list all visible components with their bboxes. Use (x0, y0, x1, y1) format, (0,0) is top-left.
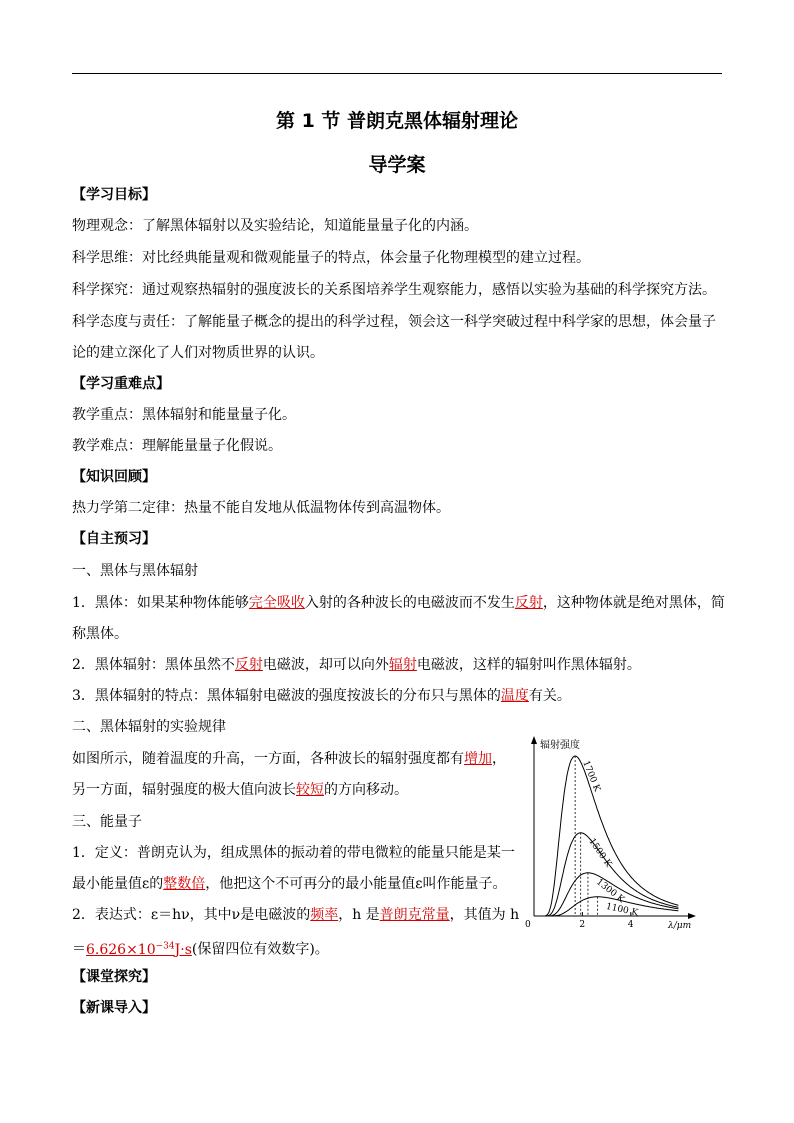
origin-label: 0 (525, 920, 531, 930)
objective-line: 科学探究：通过观察热辐射的强度波长的关系图培养学生观察能力，感悟以实验为基础的科学探究方法。 (72, 282, 716, 298)
y-axis-arrow (531, 736, 537, 744)
objective-line: 物理观念：了解黑体辐射以及实验结论，知道能量量子化的内涵。 (72, 218, 478, 234)
answer-blank: 普朗克常量 (379, 907, 450, 923)
series-label: 1100 K (605, 901, 639, 919)
paragraph-line: 最小能量值ε的整数倍，他把这个不可再分的最小能量值ε叫作能量子。 (72, 876, 507, 892)
blackbody-radiation-chart (520, 728, 700, 933)
x-tick-label: 2 (579, 920, 586, 930)
x-axis-arrow (688, 913, 696, 919)
answer-blank: 辐射 (388, 657, 417, 673)
series-label: 1300 K (594, 877, 626, 906)
paragraph-line: $=6.626\times 10^{-34}J\cdot s$(保留四位有效数字)。 (72, 941, 329, 958)
answer-blank: 频率 (310, 907, 339, 923)
objective-line: 科学思维：对比经典能量观和微观能量子的特点，体会量子化物理模型的建立过程。 (72, 250, 590, 266)
paragraph-line: 3．黑体辐射的特点：黑体辐射电磁波的强度按波长的分布只与黑体的温度有关。 (72, 688, 571, 704)
paragraph-line: 2．黑体辐射：黑体虽然不反射电磁波，却可以向外辐射电磁波，这样的辐射叫作黑体辐射。 (72, 657, 641, 673)
subheading-experiment: 二、黑体辐射的实验规律 (72, 719, 226, 735)
paragraph-line: 另一方面，辐射强度的极大值向波长较短的方向移动。 (72, 782, 408, 798)
review-line: 热力学第二定律：热量不能自发地从低温物体传到高温物体。 (72, 500, 450, 516)
answer-blank: $6.626\times 10^{-34}J\cdot s$ (86, 941, 192, 958)
key-point-line: 教学重点：黑体辐射和能量量子化。 (72, 407, 296, 423)
x-axis-label: λ/μm (668, 921, 692, 931)
answer-blank: 温度 (500, 688, 529, 704)
answer-blank: 增加 (464, 751, 492, 767)
header-rule (72, 73, 722, 74)
paragraph-line: 2．表达式：ε＝hν，其中ν是电磁波的频率，h 是普朗克常量，其值为 h (72, 907, 520, 923)
series-label: 1700 K (580, 759, 602, 794)
subheading-blackbody: 一、黑体与黑体辐射 (72, 563, 198, 579)
paragraph-line: 称黑体。 (72, 626, 128, 642)
objective-line: 论的建立深化了人们对物质世界的认识。 (72, 345, 324, 361)
series-label: 1500 K (586, 836, 614, 870)
answer-blank: 反射 (234, 657, 263, 673)
paragraph-line: 1．黑体：如果某种物体能够完全吸收入射的各种波长的电磁波而不发生反射，这种物体就是绝对黑体，简 (72, 595, 725, 611)
section-heading-new-lesson: 【新课导入】 (72, 1000, 156, 1016)
key-point-line: 教学难点：理解能量量子化假说。 (72, 438, 282, 454)
x-tick-label: 4 (627, 920, 634, 930)
answer-blank: 完全吸收 (248, 595, 305, 611)
y-axis-label: 辐射强度 (540, 740, 580, 751)
section-heading-key-points: 【学习重难点】 (72, 376, 170, 392)
page-subtitle: 导学案 (368, 154, 426, 176)
section-heading-class: 【课堂探究】 (72, 969, 156, 985)
answer-blank: 反射 (514, 595, 543, 611)
paragraph-line: 1．定义：普朗克认为，组成黑体的振动着的带电微粒的能量只能是某一 (72, 845, 515, 861)
paragraph-line: 如图所示，随着温度的升高，一方面，各种波长的辐射强度都有增加， (72, 751, 506, 767)
answer-blank: 整数倍 (163, 876, 206, 892)
section-heading-review: 【知识回顾】 (72, 469, 156, 485)
objective-line: 科学态度与责任：了解能量子概念的提出的科学过程，领会这一科学突破过程中科学家的思想，体会量子 (72, 314, 716, 330)
section-heading-objectives: 【学习目标】 (72, 187, 156, 203)
subheading-quantum: 三、能量子 (72, 814, 142, 830)
page-title: 第 1 节 普朗克黑体辐射理论 (275, 110, 519, 132)
answer-blank: 较短 (296, 782, 324, 798)
section-heading-preview: 【自主预习】 (72, 531, 156, 547)
